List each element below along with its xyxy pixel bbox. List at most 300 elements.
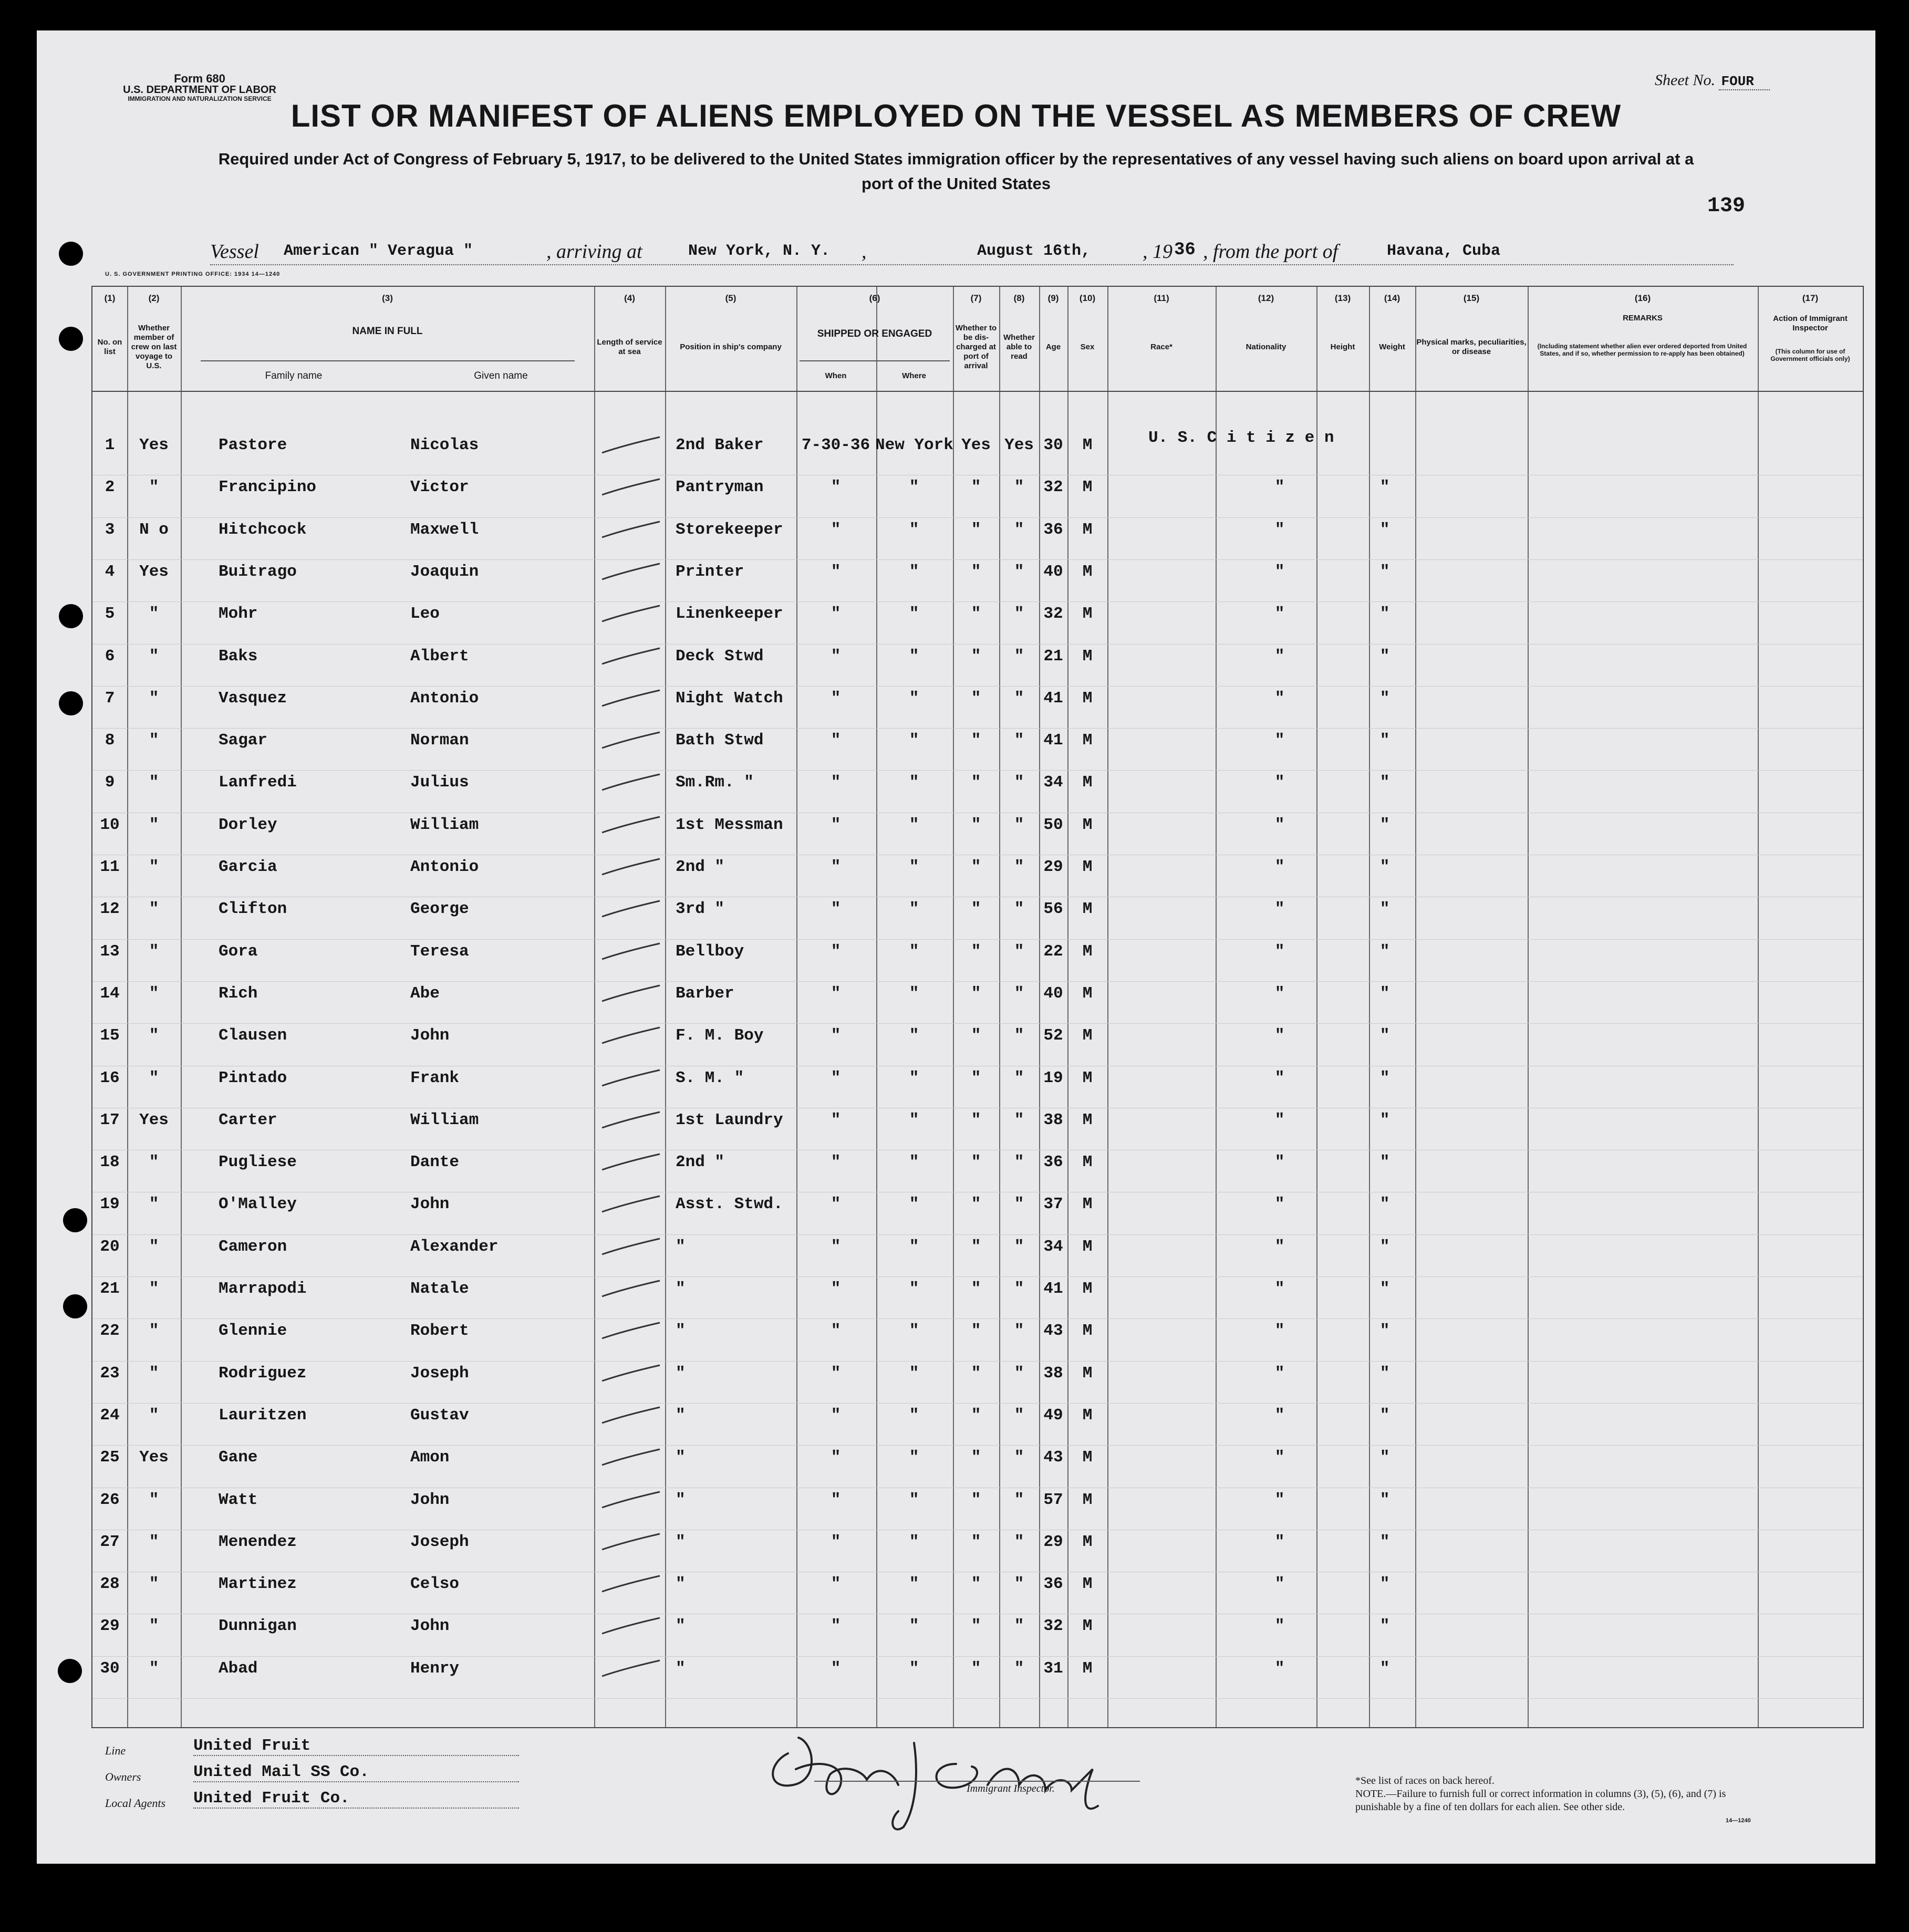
row-when: " xyxy=(831,1153,841,1172)
row-crew: Yes xyxy=(139,1448,169,1467)
row-race: " xyxy=(1274,1406,1285,1425)
row-age: 19 xyxy=(1043,1068,1063,1087)
row-race: " xyxy=(1274,900,1285,919)
row-family-name: Dunnigan xyxy=(219,1617,297,1636)
row-where: " xyxy=(909,520,919,539)
row-where: " xyxy=(909,1575,919,1594)
row-position: 2nd " xyxy=(676,1153,725,1172)
form-number: Form 680 xyxy=(174,72,225,85)
row-age: 57 xyxy=(1043,1490,1063,1509)
sheet-number xyxy=(1655,71,1770,89)
row-family-name: Pintado xyxy=(219,1068,287,1087)
row-read: " xyxy=(1014,1364,1024,1383)
row-position: Deck Stwd xyxy=(676,647,764,666)
row-when: " xyxy=(831,1448,841,1467)
row-crew: Yes xyxy=(139,1110,169,1129)
agents-value: United Fruit Co. xyxy=(193,1789,519,1809)
row-age: 43 xyxy=(1043,1322,1063,1341)
row-read: " xyxy=(1014,1617,1024,1636)
row-crew: " xyxy=(149,731,159,750)
row-crew: " xyxy=(149,689,159,708)
length-of-service-mark xyxy=(599,857,662,878)
row-nationality: " xyxy=(1379,1490,1390,1509)
row-nationality: " xyxy=(1379,1448,1390,1467)
sheet-number-value: FOUR xyxy=(1719,74,1769,90)
row-discharged: " xyxy=(971,984,981,1003)
row-where: " xyxy=(909,1406,919,1425)
row-crew: " xyxy=(149,1659,159,1678)
hdr-family: Family name xyxy=(265,370,323,381)
hdr-where: Where xyxy=(902,371,926,380)
row-given-name: Henry xyxy=(410,1659,460,1678)
row-age: 36 xyxy=(1043,520,1063,539)
row-position: " xyxy=(676,1322,686,1341)
length-of-service-mark xyxy=(599,1490,662,1511)
row-position: 3rd " xyxy=(676,900,725,919)
row-position: " xyxy=(676,1659,686,1678)
row-nationality: " xyxy=(1379,1068,1390,1087)
hdr-read: Whether able to read xyxy=(1003,333,1035,361)
row-number: 3 xyxy=(105,520,115,539)
owners-label: Owners xyxy=(105,1770,141,1783)
row-number: 21 xyxy=(100,1280,120,1298)
row-discharged: " xyxy=(971,1364,981,1383)
row-race: " xyxy=(1274,689,1285,708)
row-age: 22 xyxy=(1043,942,1063,961)
row-read: " xyxy=(1014,731,1024,750)
row-number: 18 xyxy=(100,1153,120,1172)
row-discharged: " xyxy=(971,520,981,539)
row-read: " xyxy=(1014,773,1024,792)
row-position: " xyxy=(676,1406,686,1425)
row-race: " xyxy=(1274,1532,1285,1551)
row-discharged: " xyxy=(971,1406,981,1425)
row-discharged: " xyxy=(971,1322,981,1341)
hdr-no: No. on list xyxy=(97,338,122,356)
row-age: 41 xyxy=(1043,731,1063,750)
row-when: " xyxy=(831,731,841,750)
row-when: " xyxy=(831,858,841,876)
row-family-name: Gane xyxy=(219,1448,258,1467)
hdr-crew: Whether member of crew on last voyage to U.S. xyxy=(131,324,177,370)
row-number: 2 xyxy=(105,478,115,497)
row-race: " xyxy=(1274,478,1285,497)
row-race: " xyxy=(1274,942,1285,961)
row-given-name: Abe xyxy=(410,984,440,1003)
row-discharged: Yes xyxy=(961,436,991,454)
row-race: " xyxy=(1274,647,1285,666)
row-position: 1st Messman xyxy=(676,815,783,834)
row-position: " xyxy=(676,1364,686,1383)
length-of-service-mark xyxy=(599,899,662,920)
row-family-name: Martinez xyxy=(219,1575,297,1594)
row-age: 32 xyxy=(1043,478,1063,497)
row-where: " xyxy=(909,984,919,1003)
row-discharged: " xyxy=(971,1532,981,1551)
row-position: 1st Laundry xyxy=(676,1110,783,1129)
row-when: " xyxy=(831,478,841,497)
page-subtitle xyxy=(116,147,1797,196)
row-where: " xyxy=(909,562,919,581)
row-family-name: Lanfredi xyxy=(219,773,297,792)
row-sex: M xyxy=(1082,1280,1093,1298)
row-given-name: Joaquin xyxy=(410,562,479,581)
row-family-name: Lauritzen xyxy=(219,1406,307,1425)
subtitle-line-1: Required under Act of Congress of February 5, 1917, to be delivered to the United States immigration officer by the representatives of any vessel having such aliens on board upon arrival at a xyxy=(218,150,1694,168)
row-position: Pantryman xyxy=(676,478,764,497)
hdr-physical: Physical marks, peculiarities, or disease xyxy=(1416,338,1527,356)
manifest-table: (1) (2) (3) (4) (5) (6) (7) (8) (9) (10) (11) (12) (13) (14) (15) (16) (17) No. on list Whether member of crew on last voyage to U.S. NAME IN FULL Family name Given name Length of service at sea Position in ship's company SHIPPED OR ENGAGED When Where Whether to be dis-charged at port of arrival Whether able to read Age Sex Race* Nationality Height Weight Physical marks, peculiarities, or disease REMARKS (Including statement whether alien ever ordered deported from United States, and if so, whether permission to re-apply has been obtained) Action of Immigrant Inspector (This column for use of Government officials only) 1 Yes Pastore Nicolas 2nd Baker 7-30-36 New York Yes Yes 30 M 2 " Francipino Victor Pantryman " " " " 32 M " " 3 N o Hitchcock Maxwell Storekeeper " " " " 36 M " " 4 Yes Buitrago Joaquin Printer " " " " 40 M " " 5 " Mohr Leo Linenkeeper " " " " 32 M " " 6 " Baks Albert Deck Stwd " " " " 21 M " " 7 " Vasquez Antonio Night Watch " " " " 41 M " " 8 " Sagar Norman Bath Stwd " " " " 41 M " " 9 " Lanfredi Julius Sm.Rm. " " " " " 34 M " " 10 " Dorley William 1st Messman " " " " 50 M " " 11 " Garcia Antonio 2nd " " " " " 29 M " " 12 " Clifton George 3rd " " " " " 56 M " " 13 " Gora Teresa Bellboy " " " " 22 M " " 14 " Rich Abe Barber " " " " 40 M " " 15 " Clausen John F. M. Boy " " " " 52 M " " 16 " Pintado Frank S. M. " " " " " 19 M " " 17 Yes Carter William 1st Laundry " " " " 38 M " " 18 " Pugliese Dante 2nd " " " " " 36 M " " 19 " O'Malley John Asst. Stwd. " " " " 37 M " " 20 " Cameron Alexander " " " " " 34 M " " 21 " Marrapodi Natale " " " " " 41 M " " 22 " Glennie Robert " " " " " 43 M " " 23 " Rodriguez Joseph " " " " " 38 M " " 24 " Lauritzen Gustav " " " " " 49 M " " 25 Yes Gane Amon " " " " " 43 M " " 26 " Watt John " " " " " 57 M " " 27 " Menendez Joseph " " " " " 29 M " " 28 " Martinez Celso " " " " " 36 M " " 29 " Dunnigan John " " " " " 32 M " " 30 " Abad Henry " " " " " 31 M " " U. S. C i t i z e n xyxy=(91,286,1864,1728)
row-family-name: Francipino xyxy=(219,478,317,497)
row-nationality: " xyxy=(1379,520,1390,539)
row-when: " xyxy=(831,605,841,624)
row-nationality: " xyxy=(1379,984,1390,1003)
row-where: " xyxy=(909,1659,919,1678)
length-of-service-mark xyxy=(599,520,662,541)
row-family-name: Buitrago xyxy=(219,562,297,581)
row-position: " xyxy=(676,1237,686,1256)
row-read: " xyxy=(1014,1490,1024,1509)
row-number: 4 xyxy=(105,562,115,581)
row-crew: " xyxy=(149,1195,159,1214)
row-age: 29 xyxy=(1043,1532,1063,1551)
row-number: 15 xyxy=(100,1026,120,1045)
row-where: " xyxy=(909,773,919,792)
row-read: " xyxy=(1014,1280,1024,1298)
row-nationality: " xyxy=(1379,562,1390,581)
row-nationality: " xyxy=(1379,1364,1390,1383)
row-age: 36 xyxy=(1043,1575,1063,1594)
row-nationality: " xyxy=(1379,605,1390,624)
row-number: 9 xyxy=(105,773,115,792)
row-race: " xyxy=(1274,731,1285,750)
row-nationality: " xyxy=(1379,1659,1390,1678)
row-when: " xyxy=(831,1532,841,1551)
row-crew: " xyxy=(149,1490,159,1509)
row-number: 23 xyxy=(100,1364,120,1383)
citizen-note: U. S. C i t i z e n xyxy=(1148,429,1334,447)
row-given-name: Leo xyxy=(410,605,440,624)
row-family-name: Pastore xyxy=(219,436,287,454)
row-crew: " xyxy=(149,1237,159,1256)
row-position: Barber xyxy=(676,984,734,1003)
row-age: 41 xyxy=(1043,689,1063,708)
row-family-name: Marrapodi xyxy=(219,1280,307,1298)
row-age: 38 xyxy=(1043,1110,1063,1129)
length-of-service-mark xyxy=(599,1152,662,1173)
row-given-name: Frank xyxy=(410,1068,460,1087)
length-of-service-mark xyxy=(599,1237,662,1258)
row-where: " xyxy=(909,942,919,961)
row-position: " xyxy=(676,1490,686,1509)
length-of-service-mark xyxy=(599,1616,662,1637)
row-where: " xyxy=(909,1617,919,1636)
row-where: " xyxy=(909,1448,919,1467)
hdr-name: NAME IN FULL xyxy=(352,325,423,337)
row-number: 25 xyxy=(100,1448,120,1467)
row-when: " xyxy=(831,1068,841,1087)
row-when: " xyxy=(831,647,841,666)
hdr-height: Height xyxy=(1330,342,1355,351)
row-sex: M xyxy=(1082,858,1093,876)
row-age: 50 xyxy=(1043,815,1063,834)
line-label: Line xyxy=(105,1744,126,1757)
row-discharged: " xyxy=(971,1110,981,1129)
row-where: " xyxy=(909,1026,919,1045)
row-read: " xyxy=(1014,520,1024,539)
row-read: " xyxy=(1014,1532,1024,1551)
row-age: 38 xyxy=(1043,1364,1063,1383)
length-of-service-mark xyxy=(599,941,662,962)
row-when: 7-30-36 xyxy=(801,436,870,454)
row-given-name: Victor xyxy=(410,478,469,497)
row-crew: " xyxy=(149,478,159,497)
row-given-name: Maxwell xyxy=(410,520,479,539)
row-discharged: " xyxy=(971,605,981,624)
row-number: 14 xyxy=(100,984,120,1003)
row-number: 8 xyxy=(105,731,115,750)
row-number: 1 xyxy=(105,436,115,454)
hdr-sex: Sex xyxy=(1080,342,1095,351)
row-given-name: John xyxy=(410,1026,450,1045)
hdr-weight: Weight xyxy=(1379,342,1405,351)
row-position: " xyxy=(676,1575,686,1594)
row-race: " xyxy=(1274,520,1285,539)
footer-notes xyxy=(1355,1774,1755,1814)
row-discharged: " xyxy=(971,1237,981,1256)
row-given-name: Gustav xyxy=(410,1406,469,1425)
vessel-name: American " Veragua " xyxy=(284,242,473,260)
row-position: Night Watch xyxy=(676,689,783,708)
row-given-name: Antonio xyxy=(410,858,479,876)
row-family-name: Garcia xyxy=(219,858,277,876)
row-race: " xyxy=(1274,562,1285,581)
row-crew: Yes xyxy=(139,436,169,454)
row-given-name: Nicolas xyxy=(410,436,479,454)
row-when: " xyxy=(831,815,841,834)
length-of-service-mark xyxy=(599,983,662,1004)
row-given-name: Joseph xyxy=(410,1532,469,1551)
row-given-name: John xyxy=(410,1490,450,1509)
length-of-service-mark xyxy=(599,604,662,625)
stamp-number: 139 xyxy=(1707,194,1746,218)
row-position: Storekeeper xyxy=(676,520,783,539)
row-family-name: Vasquez xyxy=(219,689,287,708)
length-of-service-mark xyxy=(599,1321,662,1342)
row-crew: " xyxy=(149,1617,159,1636)
row-nationality: " xyxy=(1379,1195,1390,1214)
row-family-name: Gora xyxy=(219,942,258,961)
row-race: " xyxy=(1274,1617,1285,1636)
row-where: " xyxy=(909,1068,919,1087)
row-read: " xyxy=(1014,1153,1024,1172)
from-port-label: , from the port of xyxy=(1203,241,1339,263)
row-sex: M xyxy=(1082,1532,1093,1551)
row-given-name: Robert xyxy=(410,1322,469,1341)
row-discharged: " xyxy=(971,647,981,666)
row-race: " xyxy=(1274,1659,1285,1678)
inspector-label: Immigrant Inspector. xyxy=(967,1783,1055,1794)
row-age: 49 xyxy=(1043,1406,1063,1425)
row-family-name: Menendez xyxy=(219,1532,297,1551)
agents-label: Local Agents xyxy=(105,1796,166,1810)
row-position: " xyxy=(676,1448,686,1467)
row-race: " xyxy=(1274,1026,1285,1045)
hdr-nationality: Nationality xyxy=(1246,342,1286,351)
row-crew: " xyxy=(149,647,159,666)
row-discharged: " xyxy=(971,1490,981,1509)
row-family-name: Clifton xyxy=(219,900,287,919)
row-where: " xyxy=(909,1195,919,1214)
row-sex: M xyxy=(1082,689,1093,708)
row-sex: M xyxy=(1082,478,1093,497)
row-family-name: Abad xyxy=(219,1659,258,1678)
row-race: " xyxy=(1274,1068,1285,1087)
service-name: IMMIGRATION AND NATURALIZATION SERVICE xyxy=(128,95,272,103)
row-given-name: William xyxy=(410,1110,479,1129)
penalty-note: NOTE.—Failure to furnish full or correct information in columns (3), (5), (6), and (7) is punishable by a fine of ten dollars for each alien. See other side. xyxy=(1355,1788,1726,1813)
row-read: " xyxy=(1014,478,1024,497)
row-when: " xyxy=(831,1026,841,1045)
row-crew: " xyxy=(149,1280,159,1298)
row-sex: M xyxy=(1082,1406,1093,1425)
row-read: " xyxy=(1014,1659,1024,1678)
row-age: 40 xyxy=(1043,984,1063,1003)
row-sex: M xyxy=(1082,520,1093,539)
row-number: 24 xyxy=(100,1406,120,1425)
row-position: 2nd " xyxy=(676,858,725,876)
row-age: 41 xyxy=(1043,1280,1063,1298)
row-discharged: " xyxy=(971,942,981,961)
row-read: " xyxy=(1014,1195,1024,1214)
row-where: " xyxy=(909,1153,919,1172)
row-sex: M xyxy=(1082,436,1093,454)
row-when: " xyxy=(831,773,841,792)
length-of-service-mark xyxy=(599,1279,662,1300)
row-when: " xyxy=(831,562,841,581)
hdr-when: When xyxy=(825,371,847,380)
row-nationality: " xyxy=(1379,815,1390,834)
length-of-service-mark xyxy=(599,772,662,793)
row-family-name: Mohr xyxy=(219,605,258,624)
arriving-label: , arriving at xyxy=(546,241,642,263)
row-family-name: Sagar xyxy=(219,731,268,750)
row-nationality: " xyxy=(1379,1237,1390,1256)
row-family-name: Rodriguez xyxy=(219,1364,307,1383)
hdr-position: Position in ship's company xyxy=(680,342,782,351)
hdr-action: Action of Immigrant Inspector xyxy=(1773,314,1848,333)
row-crew: " xyxy=(149,900,159,919)
row-sex: M xyxy=(1082,984,1093,1003)
form-code: 14—1240 xyxy=(1726,1817,1751,1824)
row-family-name: Clausen xyxy=(219,1026,287,1045)
row-position: " xyxy=(676,1532,686,1551)
row-read: " xyxy=(1014,562,1024,581)
length-of-service-mark xyxy=(599,477,662,498)
departure-port: Havana, Cuba xyxy=(1387,242,1501,260)
row-sex: M xyxy=(1082,1195,1093,1214)
row-where: " xyxy=(909,858,919,876)
row-when: " xyxy=(831,520,841,539)
length-of-service-mark xyxy=(599,1532,662,1553)
row-sex: M xyxy=(1082,815,1093,834)
row-number: 26 xyxy=(100,1490,120,1509)
row-sex: M xyxy=(1082,773,1093,792)
row-crew: " xyxy=(149,1575,159,1594)
row-discharged: " xyxy=(971,1280,981,1298)
row-when: " xyxy=(831,1280,841,1298)
row-where: " xyxy=(909,605,919,624)
row-age: 36 xyxy=(1043,1153,1063,1172)
row-discharged: " xyxy=(971,1448,981,1467)
row-race: " xyxy=(1274,1575,1285,1594)
row-age: 29 xyxy=(1043,858,1063,876)
row-given-name: John xyxy=(410,1195,450,1214)
row-nationality: " xyxy=(1379,731,1390,750)
length-of-service-mark xyxy=(599,1068,662,1089)
length-of-service-mark xyxy=(599,1194,662,1215)
row-given-name: Amon xyxy=(410,1448,450,1467)
row-when: " xyxy=(831,1490,841,1509)
row-when: " xyxy=(831,1659,841,1678)
row-sex: M xyxy=(1082,1617,1093,1636)
row-race: " xyxy=(1274,1237,1285,1256)
row-nationality: " xyxy=(1379,1026,1390,1045)
row-family-name: Hitchcock xyxy=(219,520,307,539)
row-where: " xyxy=(909,1364,919,1383)
row-sex: M xyxy=(1082,605,1093,624)
row-when: " xyxy=(831,689,841,708)
row-read: " xyxy=(1014,1448,1024,1467)
row-age: 37 xyxy=(1043,1195,1063,1214)
row-where: " xyxy=(909,1490,919,1509)
length-of-service-mark xyxy=(599,435,662,456)
row-where: " xyxy=(909,1237,919,1256)
row-position: Asst. Stwd. xyxy=(676,1195,783,1214)
hdr-given: Given name xyxy=(474,370,528,381)
row-family-name: Watt xyxy=(219,1490,258,1509)
row-crew: " xyxy=(149,605,159,624)
row-family-name: O'Malley xyxy=(219,1195,297,1214)
row-where: " xyxy=(909,1280,919,1298)
row-age: 40 xyxy=(1043,562,1063,581)
subtitle-line-2: port of the United States xyxy=(862,174,1051,193)
row-where: " xyxy=(909,731,919,750)
row-where: " xyxy=(909,478,919,497)
row-read: " xyxy=(1014,605,1024,624)
row-sex: M xyxy=(1082,1110,1093,1129)
arrival-date: August 16th, xyxy=(977,242,1091,260)
row-number: 17 xyxy=(100,1110,120,1129)
row-sex: M xyxy=(1082,942,1093,961)
inspector-signature xyxy=(756,1722,1177,1843)
row-discharged: " xyxy=(971,773,981,792)
row-number: 19 xyxy=(100,1195,120,1214)
row-position: Bath Stwd xyxy=(676,731,764,750)
row-age: 43 xyxy=(1043,1448,1063,1467)
row-read: " xyxy=(1014,942,1024,961)
row-when: " xyxy=(831,942,841,961)
row-when: " xyxy=(831,1110,841,1129)
row-where: " xyxy=(909,900,919,919)
row-number: 29 xyxy=(100,1617,120,1636)
row-race: " xyxy=(1274,815,1285,834)
row-where: " xyxy=(909,815,919,834)
row-read: " xyxy=(1014,1068,1024,1087)
row-age: 30 xyxy=(1043,436,1063,454)
row-discharged: " xyxy=(971,1153,981,1172)
row-sex: M xyxy=(1082,1659,1093,1678)
